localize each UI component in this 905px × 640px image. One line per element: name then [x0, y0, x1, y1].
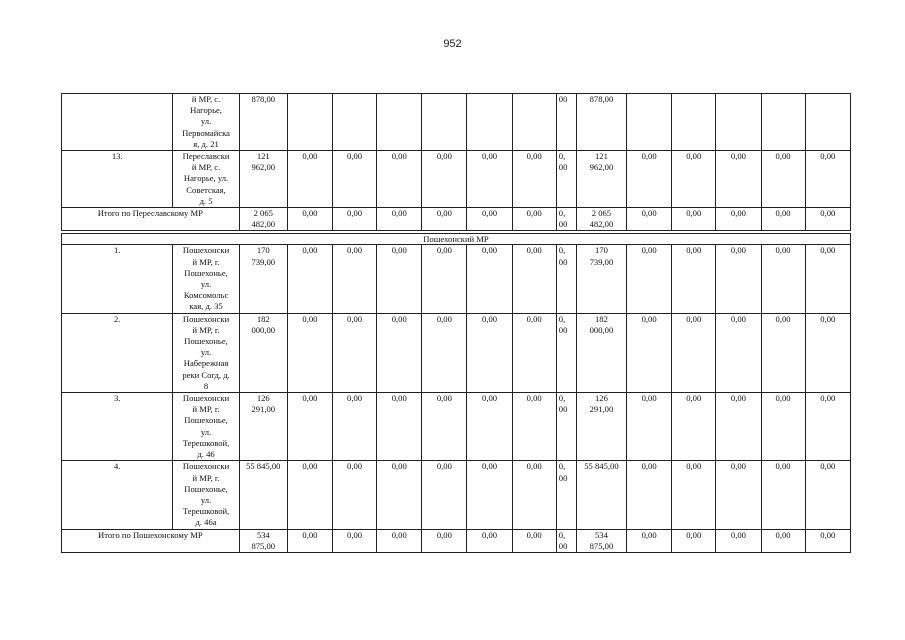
- amount-cell-c12: 0,00: [672, 151, 716, 208]
- amount-cell-c3: 0,00: [287, 529, 332, 552]
- amount-cell-c14: 0,00: [761, 393, 805, 461]
- subtotal-row: [62, 208, 851, 231]
- amount-cell-c9: 0, 00: [556, 151, 576, 208]
- amount-cell-c7: 0,00: [467, 313, 512, 392]
- amount-cell-c15: 0,00: [805, 151, 850, 208]
- object-address: Переславски й МР, с. Нагорье, ул. Советская, д. 5: [173, 151, 239, 208]
- amount-cell-c12: 0,00: [672, 529, 716, 552]
- amount-cell-c13: 0,00: [716, 313, 761, 392]
- amount-cell-c6: 0,00: [422, 208, 467, 231]
- amount-cell-c8: 0,00: [512, 151, 556, 208]
- budget-table: [61, 93, 851, 553]
- amount-cell-c13: 0,00: [716, 208, 761, 231]
- amount-cell-c13: [716, 94, 761, 151]
- amount-cell-c11: 0,00: [627, 393, 672, 461]
- amount-cell-c14: 0,00: [761, 313, 805, 392]
- object-address: Пошехонски й МР, г. Пошехонье, ул. Терешковой, д. 46: [173, 393, 239, 461]
- amount-cell-c4: 0,00: [333, 313, 377, 392]
- amount-cell-c4: [333, 94, 377, 151]
- amount-cell-c11: 0,00: [627, 461, 672, 529]
- region-title: Пошехонский МР: [62, 234, 851, 245]
- amount-cell-c9: 0, 00: [556, 461, 576, 529]
- amount-cell-c15: [805, 94, 850, 151]
- amount-cell-c6: 0,00: [422, 393, 467, 461]
- amount-cell-c3: 0,00: [287, 393, 332, 461]
- total-cost: 121 962,00: [239, 151, 287, 208]
- table-row: [62, 313, 851, 392]
- amount-cell-c7: 0,00: [467, 208, 512, 231]
- object-address: Пошехонски й МР, г. Пошехонье, ул. Терешковой, д. 46а: [173, 461, 239, 529]
- amount-cell-c15: 0,00: [805, 393, 850, 461]
- amount-cell-c8: 0,00: [512, 313, 556, 392]
- amount-cell-c12: 0,00: [672, 208, 716, 231]
- amount-cell-c8: 0,00: [512, 245, 556, 313]
- table-row: [62, 94, 851, 151]
- row-number: 4.: [62, 461, 173, 529]
- amount-cell-c7: 0,00: [467, 393, 512, 461]
- amount-cell-c9: 0, 00: [556, 313, 576, 392]
- amount-cell-c14: 0,00: [761, 245, 805, 313]
- amount-cell-c8: [512, 94, 556, 151]
- amount-cell-c3: 0,00: [287, 313, 332, 392]
- amount-cell-c10: 170 739,00: [576, 245, 626, 313]
- amount-cell-c4: 0,00: [333, 245, 377, 313]
- amount-cell-c11: 0,00: [627, 529, 672, 552]
- amount-cell-c9: 0, 00: [556, 208, 576, 231]
- row-number: 2.: [62, 313, 173, 392]
- page-number: 952: [443, 38, 462, 50]
- row-number: [62, 94, 173, 151]
- total-cost: 126 291,00: [239, 393, 287, 461]
- total-cost: 878,00: [239, 94, 287, 151]
- amount-cell-c7: 0,00: [467, 529, 512, 552]
- amount-cell-c5: 0,00: [377, 313, 422, 392]
- amount-cell-c4: 0,00: [333, 529, 377, 552]
- amount-cell-c10: 2 065 482,00: [576, 208, 626, 231]
- amount-cell-c14: [761, 94, 805, 151]
- amount-cell-c5: 0,00: [377, 393, 422, 461]
- total-cost: 55 845,00: [239, 461, 287, 529]
- amount-cell-c11: [627, 94, 672, 151]
- object-address: Пошехонски й МР, г. Пошехонье, ул. Комсомольс кая, д. 35: [173, 245, 239, 313]
- amount-cell-c6: 0,00: [422, 245, 467, 313]
- amount-cell-c3: 0,00: [287, 208, 332, 231]
- amount-cell-c8: 0,00: [512, 461, 556, 529]
- total-cost: 182 000,00: [239, 313, 287, 392]
- object-address: Пошехонски й МР, г. Пошехонье, ул. Набережная реки Согд, д. 8: [173, 313, 239, 392]
- amount-cell-c10: 534 875,00: [576, 529, 626, 552]
- subtotal-label: Итого по Пошехонскому МР: [62, 529, 240, 552]
- amount-cell-c14: 0,00: [761, 529, 805, 552]
- total-cost: 2 065 482,00: [239, 208, 287, 231]
- amount-cell-c3: 0,00: [287, 461, 332, 529]
- amount-cell-c7: 0,00: [467, 245, 512, 313]
- amount-cell-c4: 0,00: [333, 393, 377, 461]
- amount-cell-c13: 0,00: [716, 529, 761, 552]
- amount-cell-c6: 0,00: [422, 529, 467, 552]
- amount-cell-c9: 0, 00: [556, 529, 576, 552]
- amount-cell-c5: 0,00: [377, 151, 422, 208]
- amount-cell-c8: 0,00: [512, 393, 556, 461]
- amount-cell-c3: [287, 94, 332, 151]
- amount-cell-c9: 00: [556, 94, 576, 151]
- amount-cell-c11: 0,00: [627, 151, 672, 208]
- amount-cell-c12: 0,00: [672, 313, 716, 392]
- amount-cell-c7: 0,00: [467, 461, 512, 529]
- amount-cell-c5: 0,00: [377, 208, 422, 231]
- amount-cell-c12: [672, 94, 716, 151]
- amount-cell-c10: 878,00: [576, 94, 626, 151]
- amount-cell-c12: 0,00: [672, 245, 716, 313]
- amount-cell-c14: 0,00: [761, 461, 805, 529]
- amount-cell-c3: 0,00: [287, 151, 332, 208]
- subtotal-row: [62, 529, 851, 552]
- amount-cell-c13: 0,00: [716, 245, 761, 313]
- amount-cell-c14: 0,00: [761, 208, 805, 231]
- amount-cell-c6: 0,00: [422, 151, 467, 208]
- amount-cell-c14: 0,00: [761, 151, 805, 208]
- amount-cell-c4: 0,00: [333, 208, 377, 231]
- amount-cell-c11: 0,00: [627, 245, 672, 313]
- table-row: [62, 393, 851, 461]
- amount-cell-c5: [377, 94, 422, 151]
- table-row: [62, 245, 851, 313]
- region-row: [62, 234, 851, 245]
- object-address: й МР, с. Нагорье, ул. Первомайска я, д. 21: [173, 94, 239, 151]
- amount-cell-c10: 121 962,00: [576, 151, 626, 208]
- amount-cell-c13: 0,00: [716, 461, 761, 529]
- amount-cell-c4: 0,00: [333, 151, 377, 208]
- amount-cell-c10: 126 291,00: [576, 393, 626, 461]
- amount-cell-c10: 55 845,00: [576, 461, 626, 529]
- total-cost: 170 739,00: [239, 245, 287, 313]
- amount-cell-c7: 0,00: [467, 151, 512, 208]
- amount-cell-c4: 0,00: [333, 461, 377, 529]
- amount-cell-c5: 0,00: [377, 529, 422, 552]
- amount-cell-c15: 0,00: [805, 208, 850, 231]
- amount-cell-c8: 0,00: [512, 529, 556, 552]
- budget-table-body: [62, 94, 851, 553]
- amount-cell-c6: 0,00: [422, 461, 467, 529]
- amount-cell-c15: 0,00: [805, 313, 850, 392]
- amount-cell-c13: 0,00: [716, 151, 761, 208]
- amount-cell-c15: 0,00: [805, 461, 850, 529]
- row-number: 1.: [62, 245, 173, 313]
- subtotal-label: Итого по Переславскому МР: [62, 208, 240, 231]
- amount-cell-c6: 0,00: [422, 313, 467, 392]
- amount-cell-c9: 0, 00: [556, 245, 576, 313]
- amount-cell-c12: 0,00: [672, 461, 716, 529]
- table-row: [62, 151, 851, 208]
- amount-cell-c13: 0,00: [716, 393, 761, 461]
- table-row: [62, 461, 851, 529]
- amount-cell-c15: 0,00: [805, 245, 850, 313]
- amount-cell-c15: 0,00: [805, 529, 850, 552]
- amount-cell-c8: 0,00: [512, 208, 556, 231]
- amount-cell-c11: 0,00: [627, 208, 672, 231]
- row-number: 3.: [62, 393, 173, 461]
- amount-cell-c10: 182 000,00: [576, 313, 626, 392]
- amount-cell-c5: 0,00: [377, 461, 422, 529]
- amount-cell-c11: 0,00: [627, 313, 672, 392]
- amount-cell-c9: 0, 00: [556, 393, 576, 461]
- amount-cell-c6: [422, 94, 467, 151]
- amount-cell-c7: [467, 94, 512, 151]
- amount-cell-c3: 0,00: [287, 245, 332, 313]
- amount-cell-c12: 0,00: [672, 393, 716, 461]
- row-number: 13.: [62, 151, 173, 208]
- total-cost: 534 875,00: [239, 529, 287, 552]
- amount-cell-c5: 0,00: [377, 245, 422, 313]
